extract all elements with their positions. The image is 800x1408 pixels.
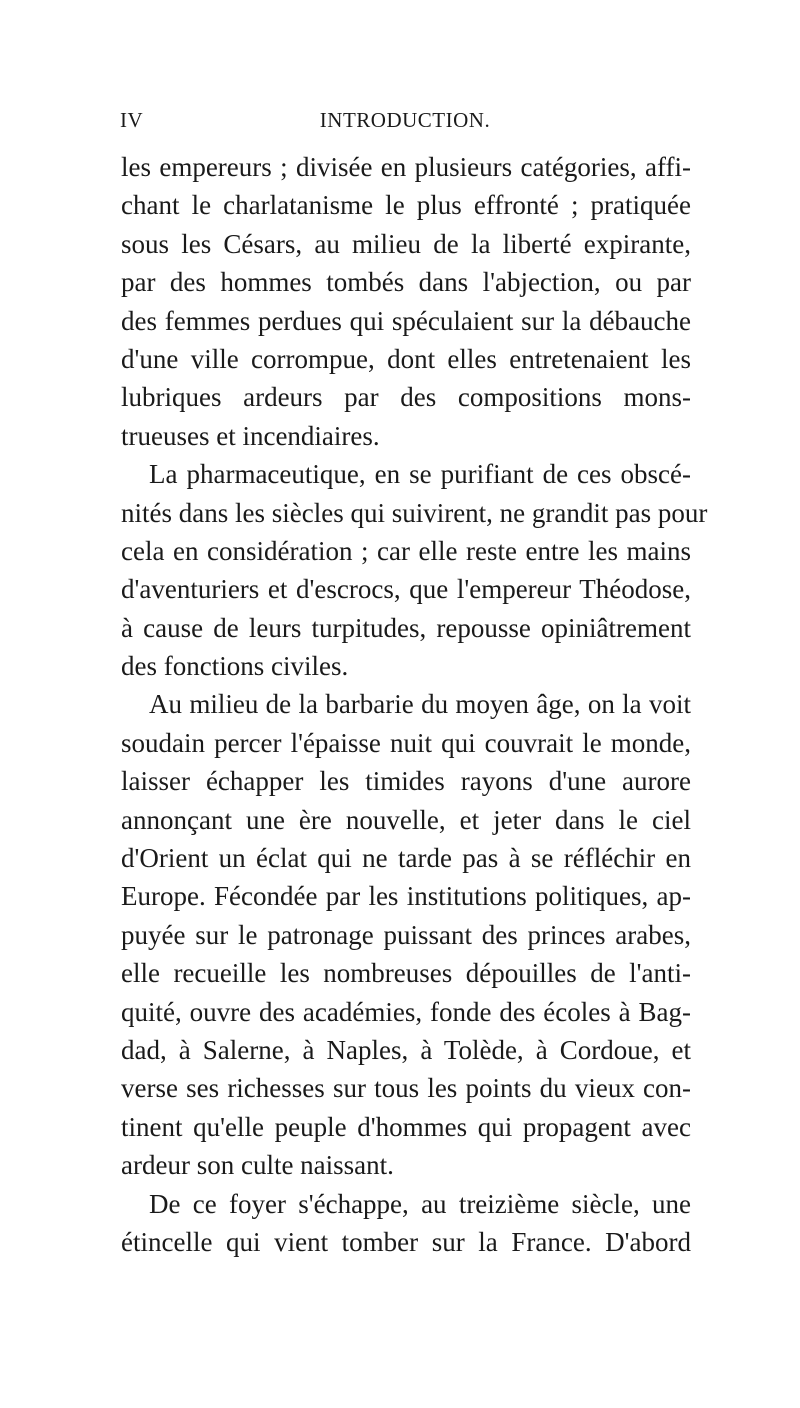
text-line: La pharmaceutique, en se purifiant de ces obscé- bbox=[149, 459, 691, 490]
text-line: d'Orient un éclat qui ne tarde pas à se réfléchir en bbox=[121, 843, 691, 874]
text-line: verse ses richesses sur tous les points du vieux con- bbox=[121, 1073, 691, 1104]
text-line: cela en considération ; car elle reste entre les mains bbox=[121, 535, 691, 566]
text-line: tinent qu'elle peuple d'hommes qui propagent avec bbox=[121, 1111, 691, 1142]
text-line: par des hommes tombés dans l'abjection, ou par bbox=[121, 267, 691, 298]
text-line: quité, ouvre des académies, fonde des écoles à Bag- bbox=[121, 996, 691, 1027]
text-line: soudain percer l'épaisse nuit qui couvrait le monde, bbox=[121, 727, 691, 758]
text-line: Au milieu de la barbarie du moyen âge, on la voit bbox=[149, 689, 691, 720]
text-line: ardeur son culte naissant. bbox=[121, 1150, 394, 1181]
text-line: lubriques ardeurs par des compositions mons- bbox=[121, 382, 691, 413]
text-line: à cause de leurs turpitudes, repousse opiniâtrement bbox=[121, 612, 691, 643]
text-line: d'une ville corrompue, dont elles entretenaient les bbox=[121, 343, 691, 374]
text-line: De ce foyer s'échappe, au treizième siècle, une bbox=[149, 1188, 691, 1219]
text-line: Europe. Fécondée par les institutions politiques, ap- bbox=[121, 881, 691, 912]
text-line: trueuses et incendiaires. bbox=[121, 420, 380, 451]
chapter-title: INTRODUCTION. bbox=[319, 108, 491, 132]
text-line: les empereurs ; divisée en plusieurs catégories, affi- bbox=[121, 152, 691, 182]
text-line: chant le charlatanisme le plus effronté ; pratiquée bbox=[121, 190, 691, 221]
running-head bbox=[120, 108, 690, 134]
text-line: dad, à Salerne, à Naples, à Tolède, à Cordoue, et bbox=[121, 1034, 691, 1065]
text-line: des fonctions civiles. bbox=[121, 651, 349, 682]
text-line: puyée sur le patronage puissant des princes arabes, bbox=[121, 919, 691, 950]
text-line: des femmes perdues qui spéculaient sur la débauche bbox=[121, 305, 691, 336]
text-line: étincelle qui vient tomber sur la France. D'abord bbox=[121, 1226, 691, 1257]
text-line: d'aventuriers et d'escrocs, que l'empereur Théodose, bbox=[121, 574, 691, 605]
text-line: nités dans les siècles qui suivirent, ne grandit pas pour bbox=[121, 497, 708, 528]
page-number: IV bbox=[120, 108, 144, 132]
text-line: laisser échapper les timides rayons d'une aurore bbox=[121, 766, 691, 797]
text-line: sous les Césars, au milieu de la liberté expirante, bbox=[121, 228, 691, 259]
text-line: elle recueille les nombreuses dépouilles de l'anti- bbox=[121, 958, 691, 989]
body-text bbox=[121, 148, 708, 1261]
text-line: annonçant une ère nouvelle, et jeter dans le ciel bbox=[121, 804, 691, 835]
